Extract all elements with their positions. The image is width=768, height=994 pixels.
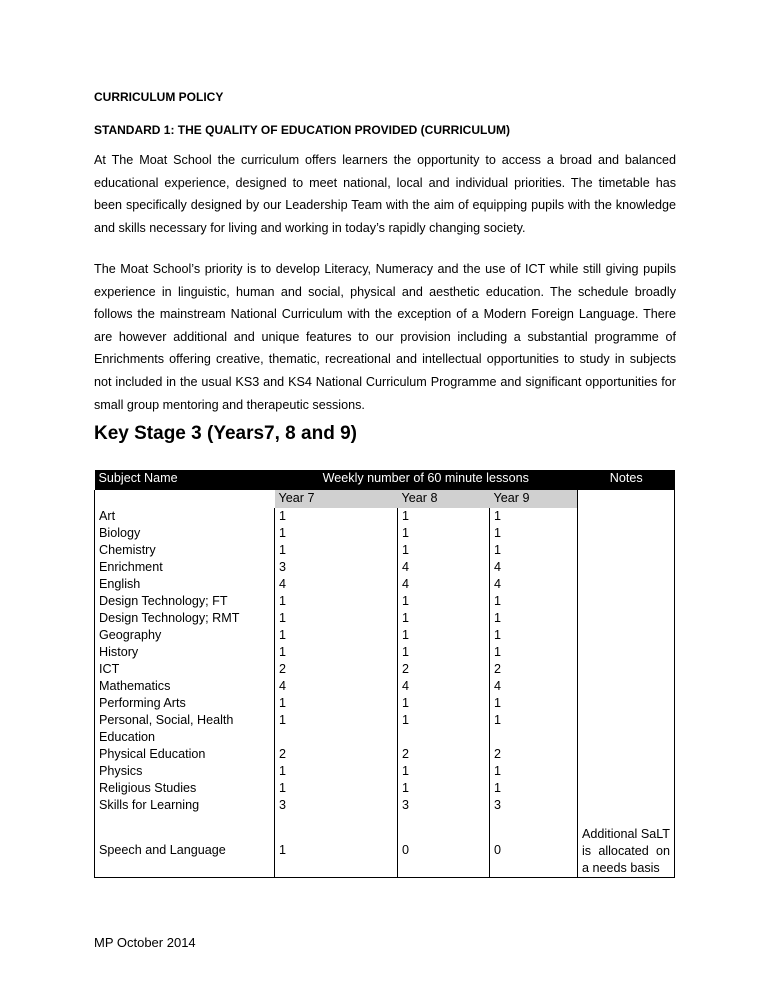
year7-cell: 1 [275, 763, 398, 780]
year7-cell: 1 [275, 712, 398, 746]
year9-cell: 4 [490, 678, 578, 695]
header-year9: Year 9 [490, 490, 578, 508]
table-row [95, 780, 675, 797]
year9-cell: 1 [490, 525, 578, 542]
notes-cell [578, 678, 675, 695]
table-row [95, 824, 675, 878]
table-row [95, 576, 675, 593]
header-weekly-lessons: Weekly number of 60 minute lessons [275, 470, 578, 490]
header-year7: Year 7 [275, 490, 398, 508]
table-row [95, 593, 675, 610]
table-row [95, 508, 675, 525]
subject-cell: Speech and Language [95, 824, 275, 878]
notes-cell [578, 525, 675, 542]
year7-cell: 1 [275, 627, 398, 644]
year7-cell: 3 [275, 559, 398, 576]
subject-cell: ICT [95, 661, 275, 678]
priority-paragraph: The Moat School’s priority is to develop Literacy, Numeracy and the use of ICT while still giving pupils experience in linguistic, human and social, physical and aesthetic education. The schedule broadly follows the mainstream National Curriculum with the exception of a Modern Foreign Language. There are however additional and unique features to our provision including a substantial programme of Enrichments offering creative, thematic, recreational and intellectual opportunities to study in subjects not included in the usual KS3 and KS4 National Curriculum Programme and significant opportunities for small group mentoring and therapeutic sessions. [94, 262, 676, 412]
subject-cell: Religious Studies [95, 780, 275, 797]
year7-cell: 2 [275, 661, 398, 678]
header-year8: Year 8 [398, 490, 490, 508]
subject-cell: Physics [95, 763, 275, 780]
table-row [95, 695, 675, 712]
subject-cell: Art [95, 508, 275, 525]
notes-cell [578, 508, 675, 525]
year8-cell: 1 [398, 525, 490, 542]
year9-cell: 1 [490, 542, 578, 559]
year8-cell: 4 [398, 678, 490, 695]
year9-cell: 2 [490, 746, 578, 763]
table-spacer-row [95, 814, 675, 824]
year7-cell: 4 [275, 678, 398, 695]
table-row [95, 610, 675, 627]
year8-cell: 1 [398, 780, 490, 797]
year8-cell: 1 [398, 508, 490, 525]
year8-cell: 1 [398, 627, 490, 644]
year7-cell: 1 [275, 824, 398, 878]
notes-cell: Additional SaLT is allocated on a needs basis [578, 824, 675, 878]
footer-text: MP October 2014 [94, 935, 196, 950]
year9-cell: 1 [490, 695, 578, 712]
curriculum-table [94, 470, 675, 878]
year8-cell: 2 [398, 661, 490, 678]
year8-cell: 1 [398, 644, 490, 661]
year7-cell: 3 [275, 797, 398, 814]
notes-cell [578, 661, 675, 678]
year9-cell: 1 [490, 763, 578, 780]
subject-cell: Personal, Social, Health Education [95, 712, 275, 746]
subject-cell: Design Technology; FT [95, 593, 275, 610]
notes-cell [578, 644, 675, 661]
table-row [95, 763, 675, 780]
year9-cell: 4 [490, 576, 578, 593]
year8-cell: 1 [398, 610, 490, 627]
notes-cell [578, 576, 675, 593]
notes-cell [578, 559, 675, 576]
notes-cell [578, 542, 675, 559]
subject-cell: Enrichment [95, 559, 275, 576]
year9-cell: 1 [490, 712, 578, 746]
subject-cell: Mathematics [95, 678, 275, 695]
table-row [95, 797, 675, 814]
year8-cell: 2 [398, 746, 490, 763]
year7-cell: 1 [275, 695, 398, 712]
year9-cell: 2 [490, 661, 578, 678]
table-row [95, 678, 675, 695]
table-row [95, 525, 675, 542]
year9-cell: 1 [490, 644, 578, 661]
notes-cell [578, 627, 675, 644]
notes-cell [578, 695, 675, 712]
year9-cell: 1 [490, 610, 578, 627]
notes-cell [578, 763, 675, 780]
year9-cell: 0 [490, 824, 578, 878]
year7-cell: 1 [275, 644, 398, 661]
notes-header-spacer [578, 490, 675, 508]
table-row [95, 746, 675, 763]
year8-cell: 1 [398, 542, 490, 559]
year7-cell: 1 [275, 780, 398, 797]
year-row-spacer [95, 490, 275, 508]
table-row [95, 627, 675, 644]
year9-cell: 1 [490, 780, 578, 797]
year7-cell: 4 [275, 576, 398, 593]
header-subject: Subject Name [95, 470, 275, 490]
year8-cell: 4 [398, 559, 490, 576]
year7-cell: 1 [275, 542, 398, 559]
year9-cell: 1 [490, 627, 578, 644]
subject-cell: Performing Arts [95, 695, 275, 712]
year8-cell: 3 [398, 797, 490, 814]
notes-cell [578, 746, 675, 763]
table-row [95, 559, 675, 576]
year9-cell: 3 [490, 797, 578, 814]
year8-cell: 1 [398, 712, 490, 746]
subject-cell: History [95, 644, 275, 661]
subject-cell: Design Technology; RMT [95, 610, 275, 627]
subject-cell: Geography [95, 627, 275, 644]
subject-cell: Physical Education [95, 746, 275, 763]
intro-paragraph: At The Moat School the curriculum offers learners the opportunity to access a broad and balanced educational experience, designed to meet national, local and individual priorities. The timetable has been specifically designed by our Leadership Team with the aim of equipping pupils with the knowledge and skills necessary for living and working in today’s rapidly changing society. [94, 153, 676, 235]
ks3-heading: Key Stage 3 (Years7, 8 and 9) [94, 423, 357, 444]
standard-heading: STANDARD 1: THE QUALITY OF EDUCATION PROVIDED (CURRICULUM) [94, 123, 510, 137]
year7-cell: 1 [275, 508, 398, 525]
table-row [95, 661, 675, 678]
notes-cell [578, 593, 675, 610]
subject-cell: Chemistry [95, 542, 275, 559]
notes-cell [578, 780, 675, 797]
year9-cell: 1 [490, 593, 578, 610]
notes-cell [578, 610, 675, 627]
subject-cell: Biology [95, 525, 275, 542]
year9-cell: 1 [490, 508, 578, 525]
table-row [95, 644, 675, 661]
notes-cell [578, 712, 675, 746]
year8-cell: 0 [398, 824, 490, 878]
notes-cell [578, 797, 675, 814]
year8-cell: 4 [398, 576, 490, 593]
subject-cell: Skills for Learning [95, 797, 275, 814]
table-row [95, 712, 675, 746]
table-row [95, 542, 675, 559]
header-notes: Notes [578, 470, 675, 490]
subject-cell: English [95, 576, 275, 593]
year9-cell: 4 [490, 559, 578, 576]
year8-cell: 1 [398, 763, 490, 780]
year7-cell: 1 [275, 593, 398, 610]
year7-cell: 1 [275, 525, 398, 542]
table-body [95, 508, 675, 878]
year7-cell: 2 [275, 746, 398, 763]
year8-cell: 1 [398, 695, 490, 712]
year8-cell: 1 [398, 593, 490, 610]
policy-title: CURRICULUM POLICY [94, 90, 224, 104]
year7-cell: 1 [275, 610, 398, 627]
